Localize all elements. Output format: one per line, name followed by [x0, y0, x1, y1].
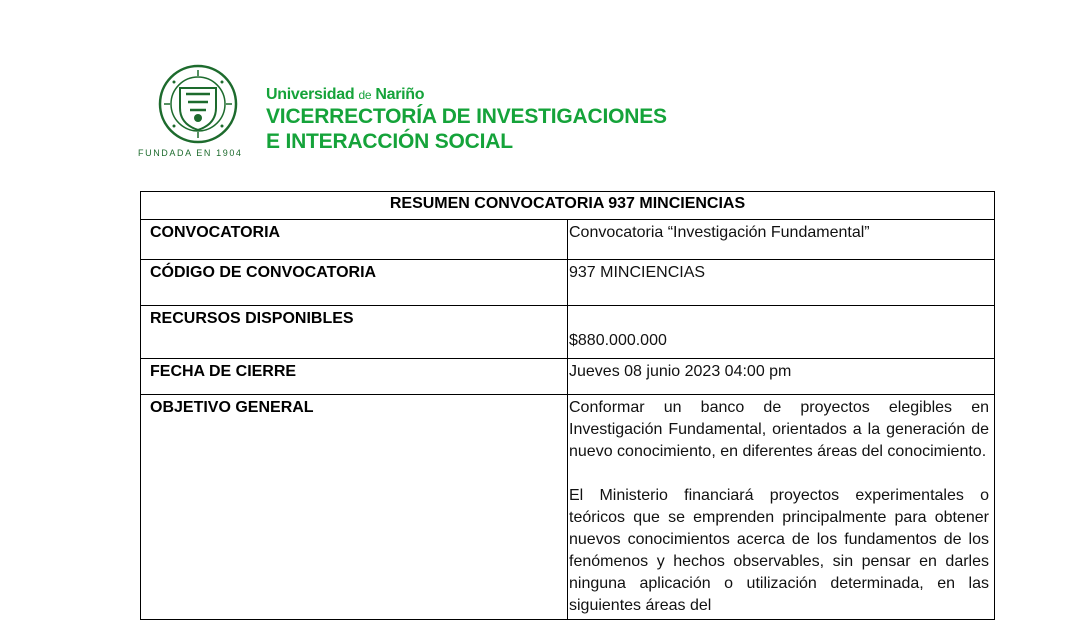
- table-title: RESUMEN CONVOCATORIA 937 MINCIENCIAS: [141, 192, 995, 220]
- row-value: Convocatoria “Investigación Fundamental”: [568, 220, 995, 260]
- table-row: [141, 395, 995, 620]
- row-value: Jueves 08 junio 2023 04:00 pm: [568, 359, 995, 395]
- brand-block: [266, 86, 667, 154]
- row-value: 937 MINCIENCIAS: [568, 260, 995, 306]
- vicerrectoria-line-2: E INTERACCIÓN SOCIAL: [266, 130, 513, 153]
- objective-paragraph-2: El Ministerio financiará proyectos experimentales o teóricos que se emprenden principalmente para obtener nuevos conocimientos acerca de los fundamentos de los fenómenos y hechos observables, sin pensar en darles ninguna aplicación o utilización determinada, en las siguientes áreas del: [569, 487, 989, 614]
- summary-table: [140, 191, 995, 620]
- university-name: Universidad de Nariño: [266, 86, 425, 103]
- row-label: FECHA DE CIERRE: [141, 359, 568, 395]
- row-label: RECURSOS DISPONIBLES: [141, 306, 568, 359]
- row-value: $880.000.000: [568, 306, 995, 359]
- table-row: [141, 359, 995, 395]
- vicerrectoria-line-1: VICERRECTORÍA DE INVESTIGACIONES: [266, 105, 667, 128]
- table-row: [141, 306, 995, 359]
- row-label: CÓDIGO DE CONVOCATORIA: [141, 260, 568, 306]
- letterhead: [138, 62, 838, 162]
- row-value: [568, 395, 995, 620]
- objective-paragraph-1: Conformar un banco de proyectos elegibles en Investigación Fundamental, orientados a la generación de nuevo conocimiento, en diferentes áreas del conocimiento.: [569, 399, 989, 460]
- university-seal-icon: [158, 64, 238, 144]
- table-row: [141, 220, 995, 260]
- table-row: [141, 260, 995, 306]
- row-label: OBJETIVO GENERAL: [141, 395, 568, 620]
- founded-caption: FUNDADA EN 1904: [138, 148, 243, 158]
- row-label: CONVOCATORIA: [141, 220, 568, 260]
- table-title-row: [141, 192, 995, 220]
